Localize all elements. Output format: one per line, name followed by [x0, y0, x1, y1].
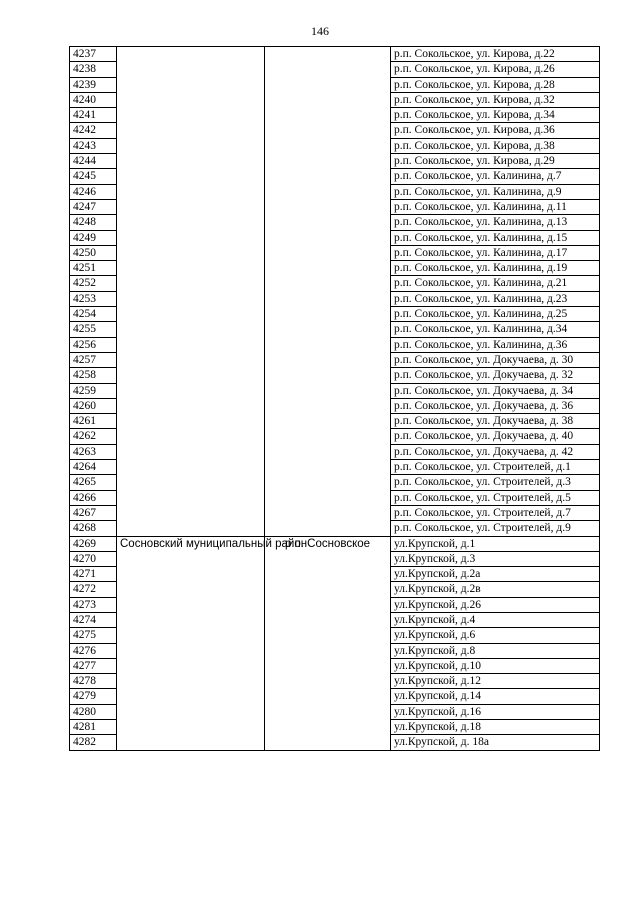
address-cell: р.п. Сокольское, ул. Кирова, д.26	[391, 62, 600, 77]
page-number: 146	[311, 24, 329, 38]
address-cell: ул.Крупской, д.26	[391, 597, 600, 612]
row-number: 4253	[70, 291, 117, 306]
row-number: 4268	[70, 521, 117, 536]
address-cell: р.п. Сокольское, ул. Докучаева, д. 32	[391, 368, 600, 383]
address-cell: р.п. Сокольское, ул. Строителей, д.1	[391, 460, 600, 475]
address-cell: ул.Крупской, д.8	[391, 643, 600, 658]
row-number: 4277	[70, 658, 117, 673]
address-cell: р.п. Сокольское, ул. Докучаева, д. 40	[391, 429, 600, 444]
row-number: 4239	[70, 77, 117, 92]
address-cell: р.п. Сокольское, ул. Кирова, д.34	[391, 108, 600, 123]
row-number: 4240	[70, 92, 117, 107]
row-number: 4264	[70, 460, 117, 475]
row-number: 4250	[70, 245, 117, 260]
address-cell: р.п. Сокольское, ул. Калинина, д.34	[391, 322, 600, 337]
row-number: 4279	[70, 689, 117, 704]
row-number: 4270	[70, 551, 117, 566]
row-number: 4237	[70, 47, 117, 62]
row-number: 4267	[70, 505, 117, 520]
row-number: 4278	[70, 674, 117, 689]
table-row	[70, 47, 600, 62]
row-number: 4259	[70, 383, 117, 398]
row-number: 4249	[70, 230, 117, 245]
row-number: 4265	[70, 475, 117, 490]
address-cell: р.п. Сокольское, ул. Калинина, д.36	[391, 337, 600, 352]
address-cell: ул.Крупской, д. 18а	[391, 735, 600, 750]
locality-cell	[265, 47, 391, 537]
row-number: 4252	[70, 276, 117, 291]
row-number: 4248	[70, 215, 117, 230]
row-number: 4246	[70, 184, 117, 199]
address-cell: р.п. Сокольское, ул. Докучаева, д. 36	[391, 398, 600, 413]
locality-cell: р.п. Сосновское	[265, 536, 391, 750]
address-table	[69, 46, 600, 751]
address-cell: р.п. Сокольское, ул. Калинина, д.17	[391, 245, 600, 260]
address-cell: ул.Крупской, д.10	[391, 658, 600, 673]
address-cell: р.п. Сокольское, ул. Калинина, д.25	[391, 307, 600, 322]
address-cell: ул.Крупской, д.2а	[391, 567, 600, 582]
address-cell: ул.Крупской, д.16	[391, 704, 600, 719]
address-cell: ул.Крупской, д.14	[391, 689, 600, 704]
address-cell: р.п. Сокольское, ул. Калинина, д.11	[391, 199, 600, 214]
row-number: 4271	[70, 567, 117, 582]
address-cell: р.п. Сокольское, ул. Строителей, д.9	[391, 521, 600, 536]
address-cell: ул.Крупской, д.18	[391, 720, 600, 735]
row-number: 4280	[70, 704, 117, 719]
row-number: 4281	[70, 720, 117, 735]
row-number: 4275	[70, 628, 117, 643]
row-number: 4272	[70, 582, 117, 597]
row-number: 4276	[70, 643, 117, 658]
address-cell: р.п. Сокольское, ул. Докучаева, д. 30	[391, 352, 600, 367]
row-number: 4247	[70, 199, 117, 214]
address-cell: р.п. Сокольское, ул. Калинина, д.23	[391, 291, 600, 306]
district-cell	[117, 47, 265, 537]
address-cell: ул.Крупской, д.2в	[391, 582, 600, 597]
row-number: 4256	[70, 337, 117, 352]
row-number: 4257	[70, 352, 117, 367]
row-number: 4254	[70, 307, 117, 322]
row-number: 4238	[70, 62, 117, 77]
row-number: 4282	[70, 735, 117, 750]
address-cell: ул.Крупской, д.3	[391, 551, 600, 566]
row-number: 4263	[70, 444, 117, 459]
address-cell: р.п. Сокольское, ул. Строителей, д.7	[391, 505, 600, 520]
row-number: 4241	[70, 108, 117, 123]
address-cell: р.п. Сокольское, ул. Кирова, д.28	[391, 77, 600, 92]
district-cell: Сосновский муниципальный район	[117, 536, 265, 750]
address-cell: ул.Крупской, д.1	[391, 536, 600, 551]
address-cell: р.п. Сокольское, ул. Докучаева, д. 38	[391, 414, 600, 429]
row-number: 4242	[70, 123, 117, 138]
address-cell: р.п. Сокольское, ул. Строителей, д.5	[391, 490, 600, 505]
address-cell: ул.Крупской, д.4	[391, 612, 600, 627]
row-number: 4243	[70, 138, 117, 153]
address-cell: р.п. Сокольское, ул. Строителей, д.3	[391, 475, 600, 490]
table-row	[70, 536, 600, 551]
address-cell: р.п. Сокольское, ул. Кирова, д.32	[391, 92, 600, 107]
address-cell: р.п. Сокольское, ул. Калинина, д.7	[391, 169, 600, 184]
address-cell: ул.Крупской, д.12	[391, 674, 600, 689]
address-cell: ул.Крупской, д.6	[391, 628, 600, 643]
row-number: 4255	[70, 322, 117, 337]
row-number: 4245	[70, 169, 117, 184]
address-cell: р.п. Сокольское, ул. Кирова, д.22	[391, 47, 600, 62]
row-number: 4274	[70, 612, 117, 627]
row-number: 4261	[70, 414, 117, 429]
row-number: 4260	[70, 398, 117, 413]
address-cell: р.п. Сокольское, ул. Кирова, д.38	[391, 138, 600, 153]
address-table-body	[70, 47, 600, 751]
address-cell: р.п. Сокольское, ул. Докучаева, д. 34	[391, 383, 600, 398]
address-cell: р.п. Сокольское, ул. Калинина, д.21	[391, 276, 600, 291]
address-cell: р.п. Сокольское, ул. Кирова, д.36	[391, 123, 600, 138]
address-cell: р.п. Сокольское, ул. Калинина, д.9	[391, 184, 600, 199]
row-number: 4262	[70, 429, 117, 444]
row-number: 4269	[70, 536, 117, 551]
address-cell: р.п. Сокольское, ул. Калинина, д.15	[391, 230, 600, 245]
address-cell: р.п. Сокольское, ул. Калинина, д.19	[391, 261, 600, 276]
row-number: 4266	[70, 490, 117, 505]
row-number: 4251	[70, 261, 117, 276]
address-cell: р.п. Сокольское, ул. Докучаева, д. 42	[391, 444, 600, 459]
row-number: 4273	[70, 597, 117, 612]
row-number: 4244	[70, 154, 117, 169]
address-cell: р.п. Сокольское, ул. Кирова, д.29	[391, 154, 600, 169]
row-number: 4258	[70, 368, 117, 383]
address-cell: р.п. Сокольское, ул. Калинина, д.13	[391, 215, 600, 230]
